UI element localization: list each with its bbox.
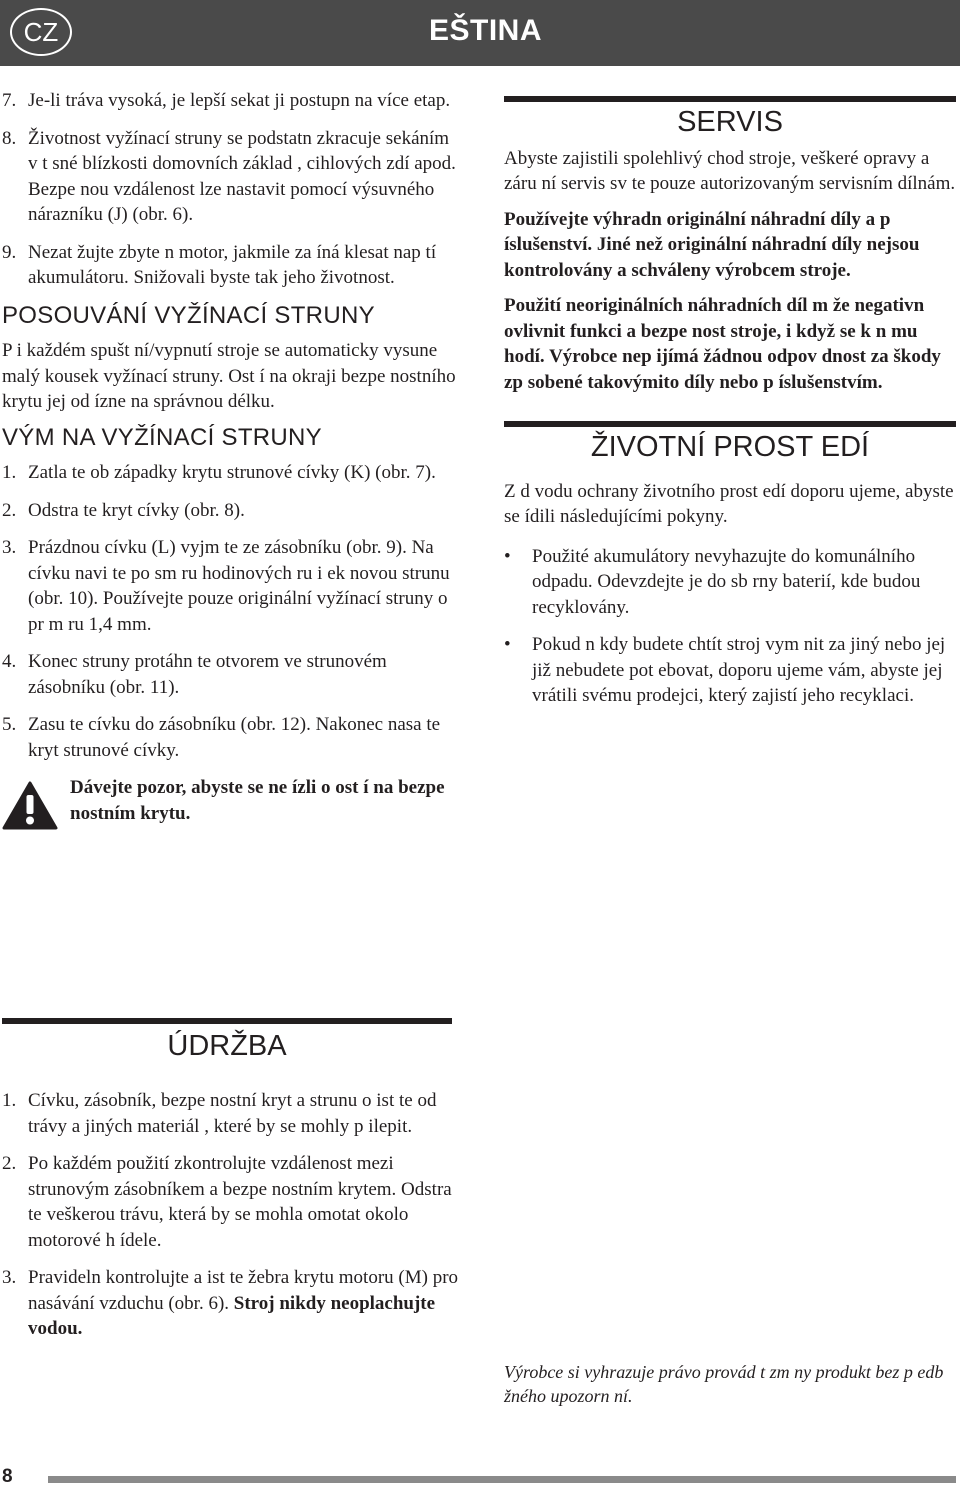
bullet-icon: •	[504, 545, 511, 567]
no-water-warning: Stroj nikdy neoplachujte vodou.	[28, 1292, 436, 1339]
section-heading-line-replacement: VÝM NA VYŽÍNACÍ STRUNY	[2, 423, 322, 451]
list-item: 2. Po každém použití zkontrolujte vzdálenost mezi strunovým zásobníkem a bezpe nostním krytem. Odstra te veškerou trávu, která by se mohla omotat okolo motorové h ídele.	[2, 1153, 452, 1251]
list-item: 4. Konec struny protáhn te otvorem ve strunovém zásobníku (obr. 11).	[2, 651, 387, 698]
list-item: 9. Nezat žujte zbyte n motor, jakmile za íná klesat nap tí akumulátoru. Snižovali byste tak jeho životnost.	[2, 241, 437, 288]
language-title: EŠTINA	[428, 14, 542, 47]
service-liability-paragraph: Použití neoriginálních náhradních díl m že negativn ovlivnit funkci a bezpe nost stroje, i když se k n mu hodí. Výrobce nep ijímá žádnou odpov dnost za škody zp sobené takovýmito díly nebo p íslušenstvím.	[504, 295, 941, 393]
environment-paragraph: Z d vodu ochrany životního prost edí doporu ujeme, abyste se ídili následujícími pokyny.	[504, 480, 954, 527]
list-item: 8. Životnost vyžínací struny se podstatn zkracuje sekáním v t sné blízkosti domovních základ , cihlových zdí apod. Bezpe nou vzdálenost lze nastavit pomocí výsuvného nárazníku (J) (obr. 6).	[2, 127, 456, 225]
bullet-icon: •	[504, 634, 511, 655]
footer-bar	[48, 1476, 956, 1483]
list-item: 2. Odstra te kryt cívky (obr. 8).	[2, 499, 245, 521]
environment-rule	[504, 421, 956, 427]
list-item: 1. Zatla te ob západky krytu strunové cívky (K) (obr. 7).	[2, 462, 436, 483]
warning-note	[2, 775, 462, 826]
header-bar	[0, 0, 960, 66]
list-item: • Pokud n kdy budete chtít stroj vym nit za jiný nebo jej již nebudete pot ebovat, doporu ujeme vám, abyste jej vrátili svému prodejci, který zajistí jeho recyklaci.	[504, 634, 946, 706]
section-heading-service: SERVIS	[677, 106, 783, 138]
maintenance-list	[2, 1088, 462, 1354]
list-item: 7. Je-li tráva vysoká, je lepší sekat ji postupn na více etap.	[2, 90, 451, 111]
list-item: 3. Prázdnou cívku (L) vyjm te ze zásobníku (obr. 9). Na cívku navi te po sm ru hodinových ru i ek novou strunu (obr. 10). Používejte pouze originální vyžínací struny o pr m ru 1,4 mm.	[2, 537, 450, 635]
language-badge: CZ	[10, 8, 72, 56]
section-heading-line-advance: POSOUVÁNÍ VYŽÍNACÍ STRUNY	[2, 301, 375, 329]
service-paragraph: Abyste zajistili spolehlivý chod stroje, veškeré opravy a záru ní servis sv te pouze autorizovaným servisním dílnám.	[504, 147, 956, 194]
page-number: 8	[2, 1466, 13, 1487]
service-rule	[504, 96, 956, 102]
maintenance-rule	[2, 1018, 452, 1024]
list-item: 3. Pravideln kontrolujte a ist te žebra krytu motoru (M) pro nasávání vzduchu (obr. 6). Stroj nikdy neoplachujte vodou.	[2, 1267, 459, 1339]
list-item: 1. Cívku, zásobník, bezpe nostní kryt a strunu o ist te od trávy a jiných materiál , které by se mohly p ilepit.	[2, 1090, 437, 1137]
list-item: • Použité akumulátory nevyhazujte do komunálního odpadu. Odevzdejte je do sb rny baterií, kde budou recyklovány.	[504, 545, 921, 618]
left-column	[2, 88, 462, 826]
right-column	[504, 96, 956, 721]
warning-triangle-icon	[2, 781, 58, 831]
section-heading-maintenance: ÚDRŽBA	[167, 1030, 287, 1062]
manufacturer-footnote: Výrobce si vyhrazuje právo provád t zm ny produkt bez p edb žného upozorn ní.	[504, 1362, 944, 1406]
service-parts-paragraph: Používejte výhradn originální náhradní díly a p íslušenství. Jiné než originální náhradní díly nejsou kontrolovány a schváleny výrobcem stroje.	[504, 208, 920, 281]
line-advance-paragraph: P i každém spušt ní/vypnutí stroje se automaticky vysune malý kousek vyžínací struny. Ost í na okraji bezpe nostního krytu jej od ízne na správnou délku.	[2, 340, 456, 412]
warning-text: Dávejte pozor, abyste se ne ízli o ost í na bezpe nostním krytu.	[70, 777, 445, 824]
section-heading-environment: ŽIVOTNÍ PROST EDÍ	[590, 431, 870, 463]
list-item: 5. Zasu te cívku do zásobníku (obr. 12). Nakonec nasa te kryt strunové cívky.	[2, 714, 441, 761]
